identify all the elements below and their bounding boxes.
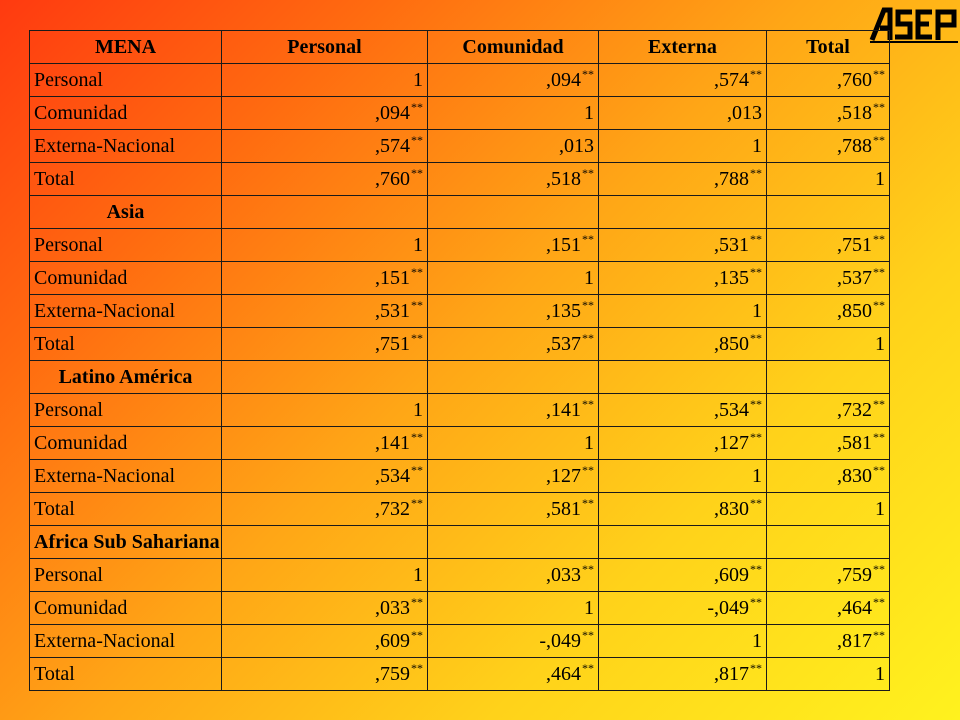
empty-cell bbox=[428, 526, 599, 559]
table-row bbox=[30, 64, 890, 97]
correlation-cell bbox=[767, 64, 890, 97]
correlation-value: ,817 bbox=[714, 662, 749, 685]
correlation-value: 1 bbox=[875, 497, 885, 520]
significance-marker: ** bbox=[411, 594, 423, 609]
correlation-value: ,788 bbox=[837, 134, 872, 157]
significance-marker: ** bbox=[750, 231, 762, 246]
correlation-cell bbox=[599, 394, 767, 427]
correlation-cell bbox=[222, 328, 428, 361]
correlation-value: 1 bbox=[584, 266, 594, 289]
row-label: Comunidad bbox=[30, 427, 222, 460]
table-row bbox=[30, 592, 890, 625]
correlation-cell bbox=[428, 592, 599, 625]
row-label: Total bbox=[30, 163, 222, 196]
correlation-value: ,127 bbox=[714, 431, 749, 454]
significance-marker: ** bbox=[411, 462, 423, 477]
correlation-value: ,581 bbox=[546, 497, 581, 520]
section-title: Latino América bbox=[30, 361, 222, 394]
correlation-value: ,732 bbox=[375, 497, 410, 520]
correlation-value: ,537 bbox=[837, 266, 872, 289]
table-row bbox=[30, 559, 890, 592]
correlation-value: ,127 bbox=[546, 464, 581, 487]
table-row bbox=[30, 295, 890, 328]
row-label: Total bbox=[30, 658, 222, 691]
correlation-cell bbox=[599, 163, 767, 196]
significance-marker: ** bbox=[750, 495, 762, 510]
correlation-cell bbox=[599, 460, 767, 493]
correlation-cell bbox=[428, 64, 599, 97]
table-row bbox=[30, 130, 890, 163]
correlation-cell bbox=[222, 427, 428, 460]
correlation-cell bbox=[767, 163, 890, 196]
significance-marker: ** bbox=[411, 264, 423, 279]
correlation-cell bbox=[599, 295, 767, 328]
significance-marker: ** bbox=[873, 396, 885, 411]
correlation-value: ,817 bbox=[837, 629, 872, 652]
correlation-value: 1 bbox=[413, 398, 423, 421]
significance-marker: ** bbox=[411, 297, 423, 312]
empty-cell bbox=[767, 196, 890, 229]
correlation-cell bbox=[767, 97, 890, 130]
significance-marker: ** bbox=[582, 660, 594, 675]
significance-marker: ** bbox=[750, 264, 762, 279]
correlation-cell bbox=[428, 130, 599, 163]
column-header: Total bbox=[767, 31, 890, 64]
correlation-cell bbox=[428, 394, 599, 427]
row-label: Externa-Nacional bbox=[30, 625, 222, 658]
correlation-value: ,830 bbox=[837, 464, 872, 487]
significance-marker: ** bbox=[750, 165, 762, 180]
significance-marker: ** bbox=[411, 132, 423, 147]
correlation-cell bbox=[222, 460, 428, 493]
significance-marker: ** bbox=[411, 429, 423, 444]
significance-marker: ** bbox=[750, 660, 762, 675]
correlation-cell bbox=[767, 493, 890, 526]
correlation-table bbox=[29, 30, 890, 691]
correlation-value: ,151 bbox=[375, 266, 410, 289]
row-label: Total bbox=[30, 328, 222, 361]
correlation-cell bbox=[428, 229, 599, 262]
significance-marker: ** bbox=[411, 99, 423, 114]
significance-marker: ** bbox=[873, 264, 885, 279]
correlation-value: ,609 bbox=[375, 629, 410, 652]
correlation-cell bbox=[599, 229, 767, 262]
correlation-value: ,094 bbox=[546, 68, 581, 91]
table-row bbox=[30, 460, 890, 493]
correlation-cell bbox=[222, 493, 428, 526]
column-header: Personal bbox=[222, 31, 428, 64]
row-label: Externa-Nacional bbox=[30, 460, 222, 493]
correlation-cell bbox=[767, 658, 890, 691]
significance-marker: ** bbox=[582, 66, 594, 81]
table-row bbox=[30, 328, 890, 361]
table-row bbox=[30, 163, 890, 196]
correlation-cell bbox=[767, 592, 890, 625]
empty-cell bbox=[767, 526, 890, 559]
correlation-value: ,531 bbox=[375, 299, 410, 322]
row-label: Personal bbox=[30, 394, 222, 427]
correlation-value: ,464 bbox=[546, 662, 581, 685]
row-label: Externa-Nacional bbox=[30, 295, 222, 328]
correlation-value: ,534 bbox=[714, 398, 749, 421]
correlation-value: ,531 bbox=[714, 233, 749, 256]
correlation-value: ,732 bbox=[837, 398, 872, 421]
row-label: Total bbox=[30, 493, 222, 526]
correlation-cell bbox=[428, 328, 599, 361]
correlation-value: 1 bbox=[752, 629, 762, 652]
significance-marker: ** bbox=[750, 330, 762, 345]
significance-marker: ** bbox=[873, 132, 885, 147]
correlation-cell bbox=[599, 97, 767, 130]
table-header-row bbox=[30, 31, 890, 64]
correlation-value: ,581 bbox=[837, 431, 872, 454]
correlation-cell bbox=[767, 130, 890, 163]
correlation-value: ,135 bbox=[714, 266, 749, 289]
significance-marker: ** bbox=[873, 462, 885, 477]
correlation-table-body bbox=[30, 31, 890, 691]
correlation-cell bbox=[428, 460, 599, 493]
correlation-value: 1 bbox=[752, 134, 762, 157]
table-row bbox=[30, 262, 890, 295]
significance-marker: ** bbox=[750, 429, 762, 444]
correlation-value: ,013 bbox=[727, 101, 762, 124]
empty-cell bbox=[599, 361, 767, 394]
column-header: Comunidad bbox=[428, 31, 599, 64]
significance-marker: ** bbox=[873, 429, 885, 444]
empty-cell bbox=[222, 361, 428, 394]
correlation-value: -,049 bbox=[707, 596, 749, 619]
correlation-cell bbox=[767, 559, 890, 592]
correlation-cell bbox=[222, 559, 428, 592]
correlation-value: 1 bbox=[875, 662, 885, 685]
section-header-row bbox=[30, 526, 890, 559]
correlation-value: ,141 bbox=[546, 398, 581, 421]
correlation-value: ,759 bbox=[837, 563, 872, 586]
correlation-value: ,135 bbox=[546, 299, 581, 322]
correlation-value: ,760 bbox=[375, 167, 410, 190]
section-header-row bbox=[30, 196, 890, 229]
correlation-value: ,534 bbox=[375, 464, 410, 487]
correlation-cell bbox=[767, 625, 890, 658]
correlation-value: 1 bbox=[584, 101, 594, 124]
table-row bbox=[30, 493, 890, 526]
empty-cell bbox=[599, 526, 767, 559]
correlation-cell bbox=[428, 493, 599, 526]
section-title: MENA bbox=[30, 31, 222, 64]
correlation-cell bbox=[222, 229, 428, 262]
correlation-cell bbox=[767, 394, 890, 427]
table-row bbox=[30, 97, 890, 130]
correlation-cell bbox=[767, 295, 890, 328]
correlation-cell bbox=[599, 625, 767, 658]
correlation-value: ,850 bbox=[714, 332, 749, 355]
correlation-cell bbox=[428, 559, 599, 592]
empty-cell bbox=[428, 196, 599, 229]
correlation-value: 1 bbox=[584, 596, 594, 619]
section-header-row bbox=[30, 361, 890, 394]
correlation-cell bbox=[599, 592, 767, 625]
correlation-value: ,518 bbox=[837, 101, 872, 124]
correlation-cell bbox=[222, 625, 428, 658]
significance-marker: ** bbox=[582, 462, 594, 477]
correlation-value: ,013 bbox=[559, 134, 594, 157]
correlation-cell bbox=[599, 328, 767, 361]
correlation-value: 1 bbox=[752, 464, 762, 487]
significance-marker: ** bbox=[873, 594, 885, 609]
row-label: Externa-Nacional bbox=[30, 130, 222, 163]
correlation-cell bbox=[599, 64, 767, 97]
correlation-cell bbox=[599, 559, 767, 592]
table-row bbox=[30, 625, 890, 658]
correlation-cell bbox=[428, 658, 599, 691]
correlation-cell bbox=[428, 163, 599, 196]
significance-marker: ** bbox=[411, 495, 423, 510]
correlation-cell bbox=[222, 262, 428, 295]
table-row bbox=[30, 229, 890, 262]
significance-marker: ** bbox=[582, 627, 594, 642]
significance-marker: ** bbox=[411, 660, 423, 675]
correlation-cell bbox=[428, 427, 599, 460]
significance-marker: ** bbox=[582, 330, 594, 345]
correlation-value: ,464 bbox=[837, 596, 872, 619]
correlation-value: -,049 bbox=[539, 629, 581, 652]
correlation-value: ,760 bbox=[837, 68, 872, 91]
correlation-cell bbox=[428, 97, 599, 130]
correlation-cell bbox=[599, 427, 767, 460]
significance-marker: ** bbox=[873, 99, 885, 114]
row-label: Personal bbox=[30, 229, 222, 262]
correlation-value: ,033 bbox=[546, 563, 581, 586]
section-title: Asia bbox=[30, 196, 222, 229]
correlation-cell bbox=[222, 658, 428, 691]
significance-marker: ** bbox=[873, 231, 885, 246]
significance-marker: ** bbox=[582, 231, 594, 246]
empty-cell bbox=[222, 196, 428, 229]
significance-marker: ** bbox=[411, 165, 423, 180]
correlation-value: ,759 bbox=[375, 662, 410, 685]
significance-marker: ** bbox=[873, 297, 885, 312]
row-label: Comunidad bbox=[30, 262, 222, 295]
correlation-value: ,830 bbox=[714, 497, 749, 520]
empty-cell bbox=[222, 526, 428, 559]
correlation-cell bbox=[767, 427, 890, 460]
row-label: Personal bbox=[30, 64, 222, 97]
correlation-value: 1 bbox=[584, 431, 594, 454]
row-label: Comunidad bbox=[30, 592, 222, 625]
correlation-value: ,751 bbox=[837, 233, 872, 256]
significance-marker: ** bbox=[582, 165, 594, 180]
correlation-cell bbox=[599, 130, 767, 163]
correlation-cell bbox=[599, 493, 767, 526]
correlation-cell bbox=[599, 262, 767, 295]
correlation-cell bbox=[428, 625, 599, 658]
correlation-value: ,518 bbox=[546, 167, 581, 190]
correlation-value: 1 bbox=[413, 68, 423, 91]
correlation-value: 1 bbox=[875, 167, 885, 190]
correlation-value: 1 bbox=[875, 332, 885, 355]
correlation-value: 1 bbox=[752, 299, 762, 322]
significance-marker: ** bbox=[750, 66, 762, 81]
correlation-value: ,141 bbox=[375, 431, 410, 454]
significance-marker: ** bbox=[873, 561, 885, 576]
row-label: Personal bbox=[30, 559, 222, 592]
correlation-value: ,574 bbox=[375, 134, 410, 157]
correlation-cell bbox=[599, 658, 767, 691]
empty-cell bbox=[599, 196, 767, 229]
correlation-value: ,033 bbox=[375, 596, 410, 619]
significance-marker: ** bbox=[873, 66, 885, 81]
correlation-value: ,094 bbox=[375, 101, 410, 124]
correlation-cell bbox=[222, 163, 428, 196]
correlation-cell bbox=[428, 295, 599, 328]
empty-cell bbox=[428, 361, 599, 394]
correlation-cell bbox=[222, 394, 428, 427]
correlation-cell bbox=[222, 295, 428, 328]
correlation-value: 1 bbox=[413, 233, 423, 256]
correlation-value: ,537 bbox=[546, 332, 581, 355]
correlation-value: 1 bbox=[413, 563, 423, 586]
significance-marker: ** bbox=[750, 396, 762, 411]
significance-marker: ** bbox=[873, 627, 885, 642]
correlation-cell bbox=[222, 97, 428, 130]
significance-marker: ** bbox=[411, 330, 423, 345]
significance-marker: ** bbox=[411, 627, 423, 642]
table-row bbox=[30, 658, 890, 691]
row-label: Comunidad bbox=[30, 97, 222, 130]
column-header: Externa bbox=[599, 31, 767, 64]
correlation-cell bbox=[767, 328, 890, 361]
correlation-value: ,609 bbox=[714, 563, 749, 586]
table-row bbox=[30, 394, 890, 427]
table-row bbox=[30, 427, 890, 460]
significance-marker: ** bbox=[750, 594, 762, 609]
section-title: Africa Sub Sahariana bbox=[30, 526, 222, 559]
correlation-cell bbox=[767, 229, 890, 262]
significance-marker: ** bbox=[582, 495, 594, 510]
correlation-value: ,751 bbox=[375, 332, 410, 355]
correlation-cell bbox=[222, 64, 428, 97]
correlation-cell bbox=[767, 460, 890, 493]
correlation-cell bbox=[428, 262, 599, 295]
significance-marker: ** bbox=[582, 561, 594, 576]
correlation-cell bbox=[222, 592, 428, 625]
empty-cell bbox=[767, 361, 890, 394]
significance-marker: ** bbox=[582, 396, 594, 411]
correlation-value: ,574 bbox=[714, 68, 749, 91]
correlation-value: ,788 bbox=[714, 167, 749, 190]
correlation-value: ,151 bbox=[546, 233, 581, 256]
significance-marker: ** bbox=[582, 297, 594, 312]
correlation-cell bbox=[222, 130, 428, 163]
correlation-cell bbox=[767, 262, 890, 295]
correlation-value: ,850 bbox=[837, 299, 872, 322]
significance-marker: ** bbox=[750, 561, 762, 576]
